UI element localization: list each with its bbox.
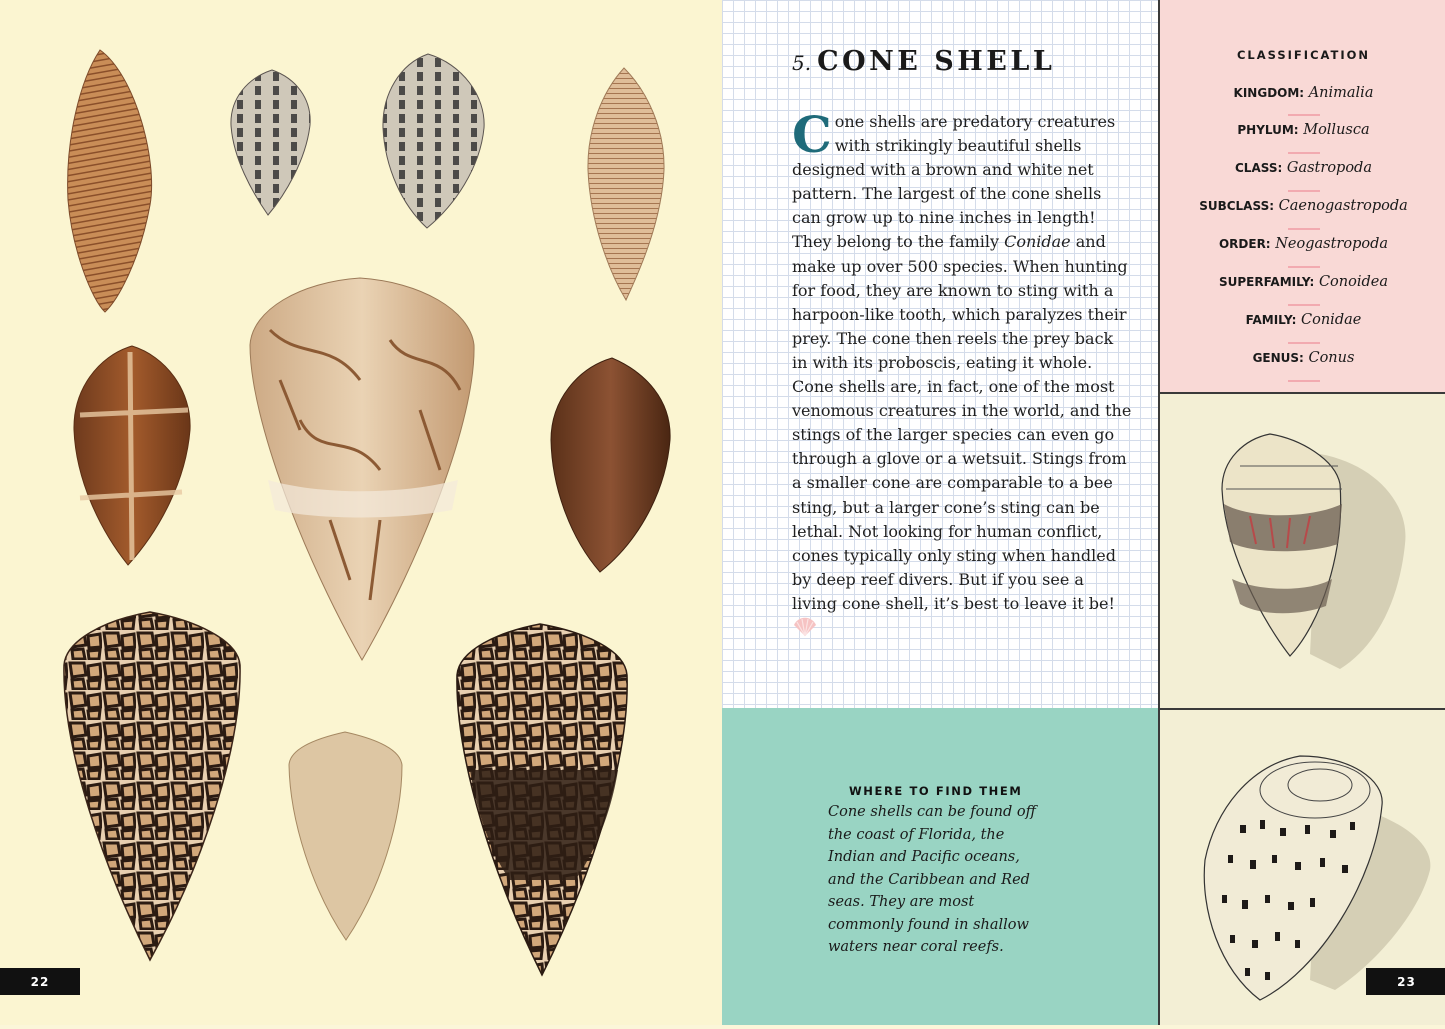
divider-rule [1288, 152, 1320, 154]
classification-value: Mollusca [1303, 122, 1370, 138]
divider-rule [1288, 266, 1320, 268]
classification-label: KINGDOM: [1233, 86, 1305, 100]
classification-label: SUPERFAMILY: [1218, 275, 1315, 289]
classification-value: Conoidea [1318, 274, 1388, 290]
article-body [792, 105, 1132, 640]
divider-rule [1288, 304, 1320, 306]
classification-row-kingdom [1160, 85, 1445, 101]
classification-value: Neogastropoda [1275, 236, 1389, 252]
where-to-find-panel [722, 708, 1158, 1025]
article-panel [722, 0, 1158, 708]
title-number: 5. [792, 51, 812, 75]
classification-row-phylum [1160, 122, 1445, 138]
classification-row-class [1160, 160, 1445, 176]
page-number-right: 23 [1366, 968, 1445, 995]
cone-shell-plate-illustration [0, 0, 722, 1025]
where-to-find-text: Cone shells can be found off the coast of Florida, the Indian and Pacific oceans, and the Caribbean and Red seas. They are most commonly found in shallow waters near coral reefs. [828, 804, 1036, 955]
classification-row-superfamily [1160, 274, 1445, 290]
shell-image-panel-top [1158, 394, 1445, 708]
classification-heading: CLASSIFICATION [1236, 48, 1371, 62]
divider-rule [1288, 380, 1320, 382]
classification-row-genus [1160, 350, 1445, 366]
divider-rule [1288, 114, 1320, 116]
body-text-part-2: and make up over 500 species. When hunting for food, they are known to sting with a harpoon-like tooth, which paralyzes their prey. The cone then reels the prey back in with its proboscis, eating it whole. Cone shells are, in fact, one of the most venomous creatures in the world, and the stings of the larger species can even go through a glove or a wetsuit. Stings from a smaller cone are comparable to a bee sting, but a larger cone’s sting can be lethal. Not looking for human conflict, cones typically only sting when handled by deep reef divers. But if you see a living cone shell, it’s best to leave it be! [792, 232, 1132, 613]
shell-icon [792, 616, 818, 638]
classification-label: FAMILY: [1245, 313, 1297, 327]
where-to-find-heading: WHERE TO FIND THEM [849, 784, 1023, 798]
classification-value: Gastropoda [1286, 160, 1372, 176]
cone-shell-engraving-1 [1160, 394, 1445, 708]
classification-label: CLASS: [1234, 161, 1283, 175]
classification-panel [1158, 0, 1445, 392]
classification-row-subclass [1160, 198, 1445, 214]
divider-rule [1288, 190, 1320, 192]
body-text-family-name: Conidae [1004, 232, 1071, 252]
classification-label: PHYLUM: [1237, 123, 1299, 137]
classification-row-family [1160, 312, 1445, 328]
page-number-left: 22 [0, 968, 80, 995]
body-text-part-1: one shells are predatory creatures with strikingly beautiful shells designed with a brown and white net pattern. The largest of the cone shells can grow up to nine inches in length! They belong to the family [792, 112, 1116, 252]
classification-value: Caenogastropoda [1278, 198, 1408, 214]
classification-value: Conus [1308, 350, 1355, 366]
classification-label: SUBCLASS: [1199, 199, 1275, 213]
page-title [792, 46, 1055, 77]
classification-label: GENUS: [1252, 351, 1304, 365]
shell-image-panel-bottom [1158, 710, 1445, 1025]
divider-rule [1288, 228, 1320, 230]
classification-row-order [1160, 236, 1445, 252]
drop-cap: C [792, 105, 832, 164]
left-page-illustration [0, 0, 722, 1025]
divider-rule [1288, 342, 1320, 344]
classification-label: ORDER: [1218, 237, 1271, 251]
classification-value: Conidae [1301, 312, 1362, 328]
title-text: CONE SHELL [817, 46, 1056, 77]
classification-value: Animalia [1308, 85, 1374, 101]
